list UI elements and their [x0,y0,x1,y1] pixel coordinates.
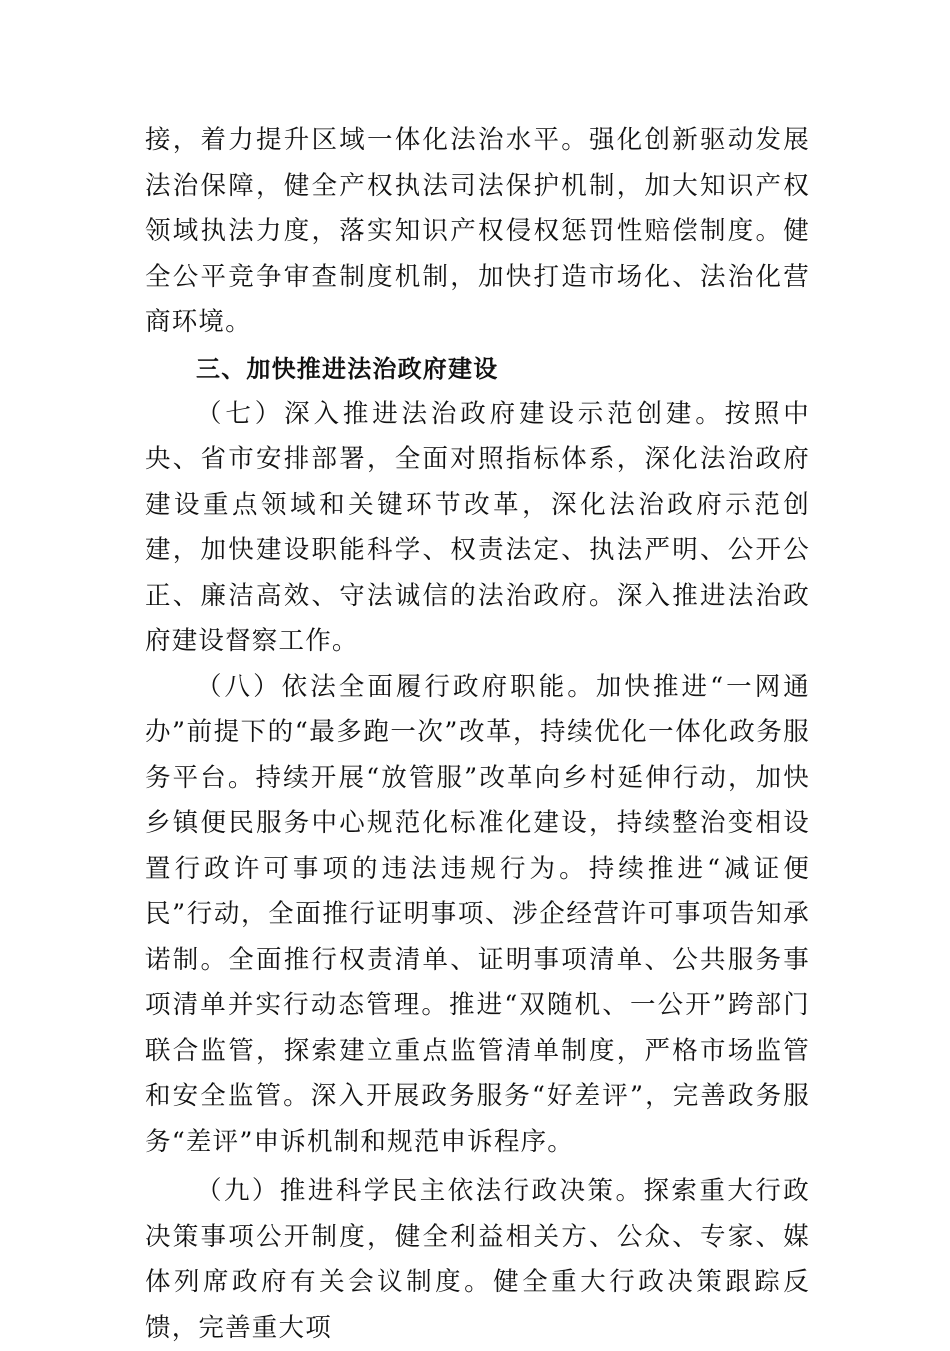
paragraph-item-8: （八）依法全面履行政府职能。加快推进“一网通办”前提下的“最多跑一次”改革，持续优化一体化政务服务平台。持续开展“放管服”改革向乡村延伸行动，加快乡镇便民服务中心规范化标准化建设，持续整治变相设置行政许可事项的违法违规行为。持续推进“减证便民”行动，全面推行证明事项、涉企经营许可事项告知承诺制。全面推行权责清单、证明事项清单、公共服务事项清单并实行动态管理。推进“双随机、一公开”跨部门联合监管，探索建立重点监管清单制度，严格市场监管和安全监管。深入开展政务服务“好差评”，完善政务服务“差评”申诉机制和规范申诉程序。 [145,671,810,1157]
section-heading: 三、加快推进法治政府建设 [196,354,499,383]
document-body [145,118,810,1351]
paragraph-item-9: （九）推进科学民主依法行政决策。探索重大行政决策事项公开制度，健全利益相关方、公众、专家、媒体列席政府有关会议制度。健全重大行政决策跟踪反馈，完善重大项 [145,1176,810,1343]
paragraph-continuation: 接，着力提升区域一体化法治水平。强化创新驱动发展法治保障，健全产权执法司法保护机制，加大知识产权领域执法力度，落实知识产权侵权惩罚性赔偿制度。健全公平竞争审查制度机制，加快打造市场化、法治化营商环境。 [145,125,810,337]
paragraph-item-7: （七）深入推进法治政府建设示范创建。按照中央、省市安排部署，全面对照指标体系，深化法治政府建设重点领域和关键环节改革，深化法治政府示范创建，加快建设职能科学、权责法定、执法严明、公开公正、廉洁高效、守法诚信的法治政府。深入推进法治政府建设督察工作。 [145,398,810,656]
